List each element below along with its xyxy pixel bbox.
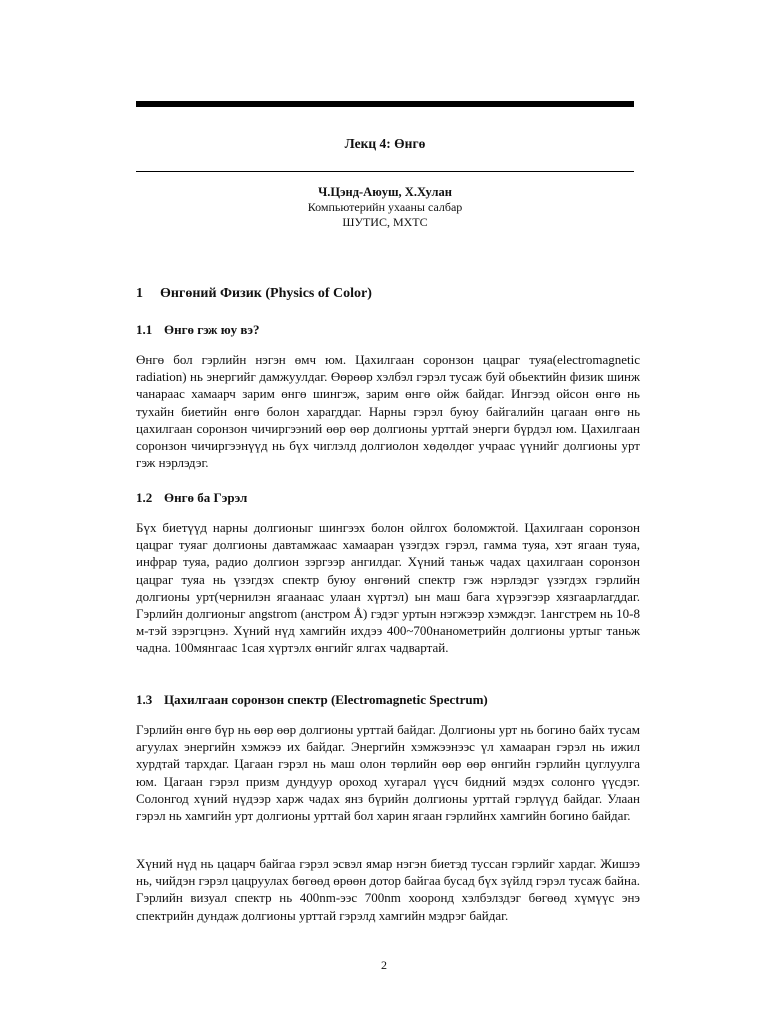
section-number: 1 — [136, 286, 143, 301]
paragraph-1-3-a: Гэрлийн өнгө бүр нь өөр өөр долгионы урттай байдаг. Долгионы урт нь богино байх тусам агуулах энергийн хэмжээ их байдаг. Энергийн хэмжээнээс үл хамааран гэрэл нь ижил хурдтай тархдаг. Цагаан гэрэл нь маш олон төрлийн өөр өөр өнгийн гэрлийн цуглуулга юм. Цагаан гэрэл призм дундуур ороход хугарал үүсч бидний мэдэх солонго үүсдэг. Солонгод хүний нүдээр харж чадах янз бүрийн долгионы урттай гэрлүүд байдаг. Улаан гэрэл нь хамгийн урт долгионы урттай бол харин ягаан гэрлийнх хамгийн богино байдаг. — [136, 722, 640, 824]
title-rule — [136, 171, 634, 172]
subsection-1-1-heading — [136, 322, 260, 338]
subsection-1-3-heading — [136, 692, 488, 708]
subsection-number: 1.1 — [136, 322, 153, 337]
subsection-title: Цахилгаан соронзон спектр (Electromagnetic Spectrum) — [164, 692, 488, 707]
paragraph-1-2: Бүх биетүүд нарны долгионыг шингээх болон ойлгох боломжтой. Цахилгаан соронзон цацраг туяаг долгионы давтамжаас хамааран үзэгдэх гэрэл, гамма туяа, хэт ягаан туяа, инфрар туяа, радио долгион зэргээр ангилдаг. Хүний таньж чадах цахилгаан соронзон цацраг туяа нь үзэгдэх спектр буюу өнгөний спектр гэж нэрлэдэг үзэгдэх гэрлийн долгионы урт(чернилэн ягаанаас улаан хүртэл) ын маш бага хүрээгээр хязгаарлагддаг. Гэрлийн долгионыг angstrom (анстром Å) гэдэг уртын нэгжээр хэмждэг. 1ангстрем нь 10-8 м-тэй зэрэгцэнэ. Хүний нүд хамгийн ихдээ 400~700нанометрийн долгионы уртыг таньж чадна. 100мянгаас 1сая хүртэлх өнгийг ялгах чадвартай. — [136, 520, 640, 656]
subsection-number: 1.3 — [136, 692, 153, 707]
top-rule — [136, 101, 634, 107]
author-department: Компьютерийн ухааны салбар — [307, 200, 463, 214]
paragraph-1-3-b: Хүний нүд нь цацарч байгаа гэрэл эсвэл ямар нэгэн биетэд туссан гэрлийг хардаг. Жишээ нь, чийдэн гэрэл цацруулах бөгөөд өрөөн дотор байгаа бусад бүх зүйлд гэрэл тусаж байна. Гэрлийн визуал спектр нь 400nm-ээс 700nm хооронд хэлбэлздэг бөгөөд хүмүүс энэ спектрийн дундаж долгионы урттай гэрэлд хамгийн мэдрэг байдаг. — [136, 856, 640, 923]
author-block — [136, 185, 634, 230]
paragraph-1-1: Өнгө бол гэрлийн нэгэн өмч юм. Цахилгаан соронзон цацраг туяа(electromagnetic radiation) нь энергийг дамжуулдаг. Өөрөөр хэлбэл гэрэл тусаж буй обьектийн физик шинж чанараас хамаарч зарим өнгө шингэж, зарим өнгө ойж байдаг. Ингээд ойсон өнгө нь тухайн биетийн өнгө болон харагддаг. Нарны гэрэл буюу байгалийн цагаан өнгө нь цахилгаан соронзон чичиргээний өөр өөр долгионы урттай энерги бүрдэл юм. Цахилгаан соронзон чичиргээнүүд нь бүх чиглэлд долгиолон хөдөлдөг учраас үүнийг долгионы урт гэж нэрлэдэг. — [136, 352, 640, 471]
section-1-heading — [136, 286, 372, 302]
section-title: Өнгөний Физик (Physics of Color) — [160, 286, 372, 301]
subsection-number: 1.2 — [136, 490, 153, 505]
subsection-title: Өнгө гэж юу вэ? — [164, 322, 260, 337]
subsection-1-2-heading — [136, 490, 247, 506]
lecture-title: Лекц 4: Өнгө — [344, 136, 426, 151]
author-names: Ч.Цэнд-Аюуш, Х.Хулан — [318, 185, 452, 199]
author-institution: ШУТИС, МХТС — [342, 215, 428, 229]
page-number: 2 — [381, 958, 387, 972]
subsection-title: Өнгө ба Гэрэл — [164, 490, 248, 505]
